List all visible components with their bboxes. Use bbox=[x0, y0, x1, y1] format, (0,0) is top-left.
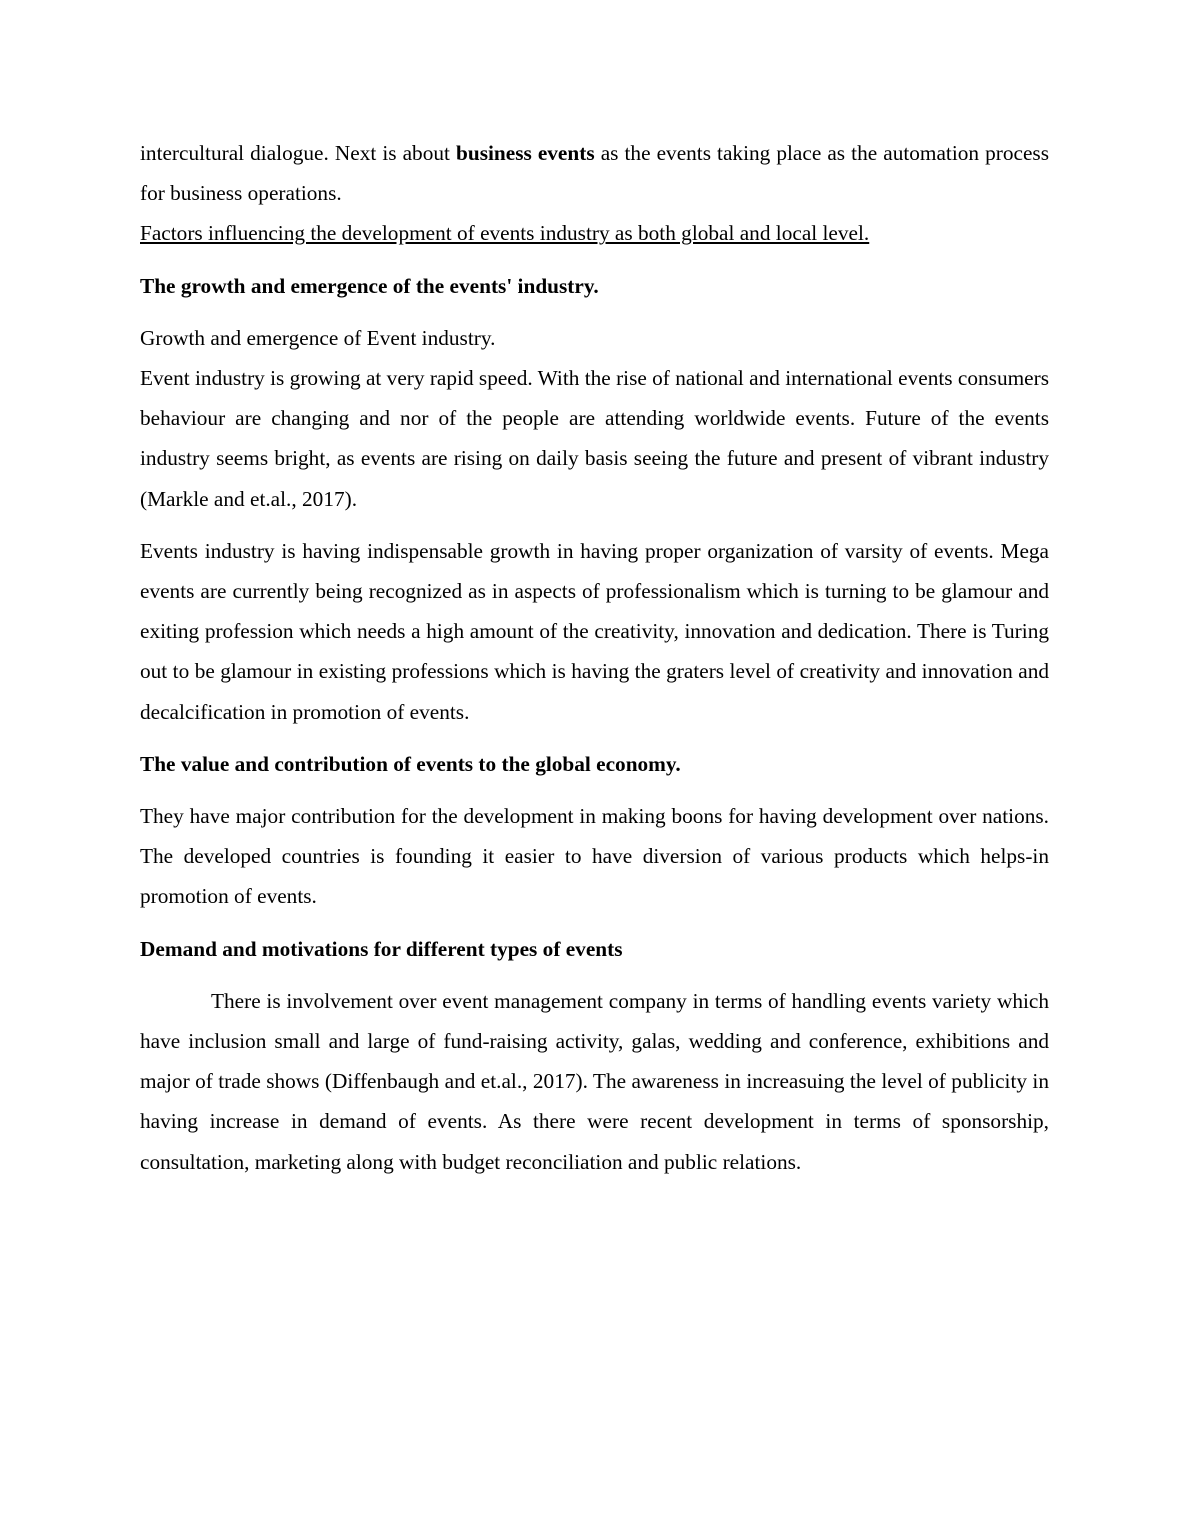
heading-demand-motivations: Demand and motivations for different types of events bbox=[140, 936, 623, 961]
factors-underlined-line: Factors influencing the development of events industry as both global and local level. bbox=[140, 221, 870, 246]
intro-paragraph bbox=[140, 133, 1049, 213]
events-industry-paragraph: Events industry is having indispensable growth in having proper organization of varsity of events. Mega events are currently being recognized as in aspects of professionalism which is turning to be glamour and exiting profession which needs a high amount of the creativity, innovation and dedication. There is Turing out to be glamour in existing professions which is having the graters level of creativity and innovation and decalcification in promotion of events. bbox=[140, 538, 1049, 724]
intro-text-part2: as the events taking place as the automation process for business operations. bbox=[140, 141, 1050, 206]
business-events-bold: business events bbox=[456, 141, 595, 165]
contribution-paragraph: They have major contribution for the development in making boons for having development over nations. The developed countries is founding it easier to have diversion of various products which helps-in promotion of events. bbox=[140, 804, 1049, 909]
heading-growth-emergence: The growth and emergence of the events' industry. bbox=[140, 273, 599, 298]
demand-paragraph: There is involvement over event management company in terms of handling events variety which have inclusion small and large of fund-raising activity, galas, wedding and conference, exhibitions and major of trade shows (Diffenbaugh and et.al., 2017). The awareness in increasuing the level of publicity in having increase in demand of events. As there were recent development in terms of sponsorship, consultation, marketing along with budget reconciliation and public relations. bbox=[140, 988, 1049, 1174]
document-page bbox=[140, 133, 1049, 1182]
heading-value-contribution: The value and contribution of events to the global economy. bbox=[140, 751, 681, 776]
growth-subtitle: Growth and emergence of Event industry. bbox=[140, 325, 496, 350]
intro-text-part1: intercultural dialogue. Next is about bbox=[140, 141, 456, 165]
growth-paragraph: Event industry is growing at very rapid speed. With the rise of national and international events consumers behaviour are changing and nor of the people are attending worldwide events. Future of the events industry seems bright, as events are rising on daily basis seeing the future and present of vibrant industry (Markle and et.al., 2017). bbox=[140, 366, 1049, 511]
